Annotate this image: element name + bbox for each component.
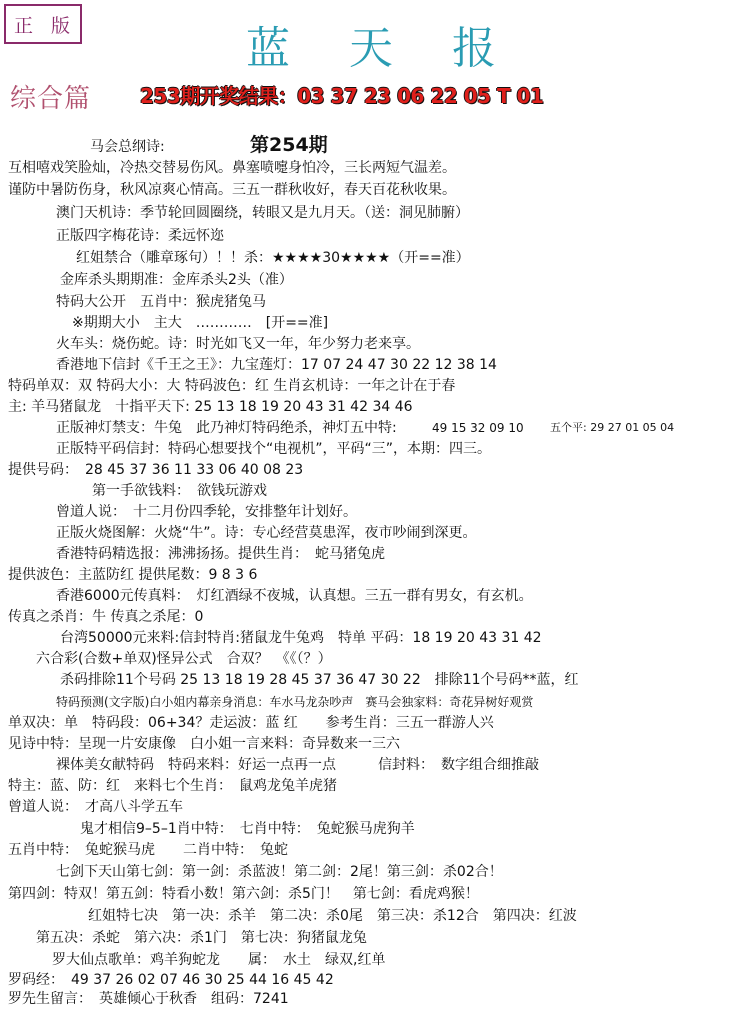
issue-number: 第254期 xyxy=(250,134,328,156)
authentic-badge xyxy=(4,4,82,44)
previous-result: 253期开奖结果：03 37 23 06 22 05 T 01 xyxy=(140,84,544,108)
text-line: 见诗中特：呈现一片安康像 白小姐一言来料：奇异数来一三六 xyxy=(8,736,400,752)
text-line: 香港特码精选报：沸沸扬扬。提供生肖： 蛇马猪兔虎 xyxy=(56,546,385,562)
text-line: 马会总纲诗: xyxy=(90,139,165,155)
text-line: 杀码排除11个号码 25 13 18 19 28 45 37 36 47 30 22 排除11个号码**蓝，红 xyxy=(60,672,579,688)
text-line: 台湾50000元来料:信封特肖:猪鼠龙牛兔鸡 特单 平码：18 19 20 43 31 42 xyxy=(60,630,542,646)
text-line: 六合彩(合数+单双)怪异公式 合双？ 《《（？） xyxy=(36,651,332,667)
text-line: 五个平: 29 27 01 05 04 xyxy=(550,421,675,434)
section-title: 综合篇 xyxy=(10,84,92,114)
text-line: 金库杀头期期准：金库杀头2头（准） xyxy=(60,272,293,288)
text-line: 七剑下天山第七剑：第一剑：杀蓝波！第二剑：2尾！第三剑：杀02合！ xyxy=(56,864,503,880)
masthead-char-3: 报 xyxy=(452,23,496,74)
text-line: 正版特平码信封：特码心想要找个“电视机”，平码“三”，本期：四三。 xyxy=(56,441,492,457)
badge-char-2: 版 xyxy=(50,14,72,37)
text-line: 裸体美女献特码 特码来料：好运一点再一点 信封料： 数字组合细推敲 xyxy=(56,757,539,773)
text-line: 特码大公开 五肖中：猴虎猪兔马 xyxy=(56,294,266,310)
text-line: 红姐禁合（雕章琢句）！！杀：★★★★30★★★★（开==准） xyxy=(76,250,470,266)
text-line: 红姐特七决 第一决：杀羊 第二决：杀0尾 第三决：杀12合 第四决：红波 xyxy=(88,908,577,924)
text-line: 互相嘻戏笑脸灿，冷热交替易伤风。鼻塞喷嚏身怕冷，三长两短气温差。 xyxy=(8,160,456,176)
text-line: 曾道人说： 十二月份四季轮，安排整年计划好。 xyxy=(56,504,357,520)
text-line: 单双决：单 特码段：06+34？走运波：蓝 红 参考生肖：三五一群游人兴 xyxy=(8,715,494,731)
text-line: 第四剑：特双！第五剑：特看小数！第六剑：杀5门！ 第七剑：看虎鸡猴！ xyxy=(8,886,479,902)
text-line: 香港地下信封《千王之王》：九宝莲灯：17 07 24 47 30 22 12 38 14 xyxy=(56,357,497,373)
text-line: 特码单双：双 特码大小：大 特码波色：红 生肖玄机诗：一年之计在于春 xyxy=(8,378,456,394)
text-line: 传真之杀肖：牛 传真之杀尾：0 xyxy=(8,609,204,625)
text-line: 罗大仙点歌单：鸡羊狗蛇龙 属： 水土 绿双,红单 xyxy=(52,952,386,968)
text-line: 罗先生留言： 英雄倾心于秋香 组码：7241 xyxy=(8,991,289,1007)
text-line: 正版四字梅花诗：柔远怀迩 xyxy=(56,228,224,244)
text-line: 提供波色：主蓝防红 提供尾数：9 8 3 6 xyxy=(8,567,258,583)
text-line: 特主：蓝、防：红 来料七个生肖： 鼠鸡龙兔羊虎猪 xyxy=(8,778,337,794)
text-line: 澳门天机诗：季节轮回圆圈绕，转眼又是九月天。（送：洞见肺腑） xyxy=(56,205,469,221)
text-line: 五肖中特： 兔蛇猴马虎 二肖中特： 兔蛇 xyxy=(8,842,288,858)
text-line: 正版火烧图解：火烧“牛”。诗：专心经营莫患浑，夜市吵闹到深更。 xyxy=(56,525,477,541)
text-line: 曾道人说： 才高八斗学五车 xyxy=(8,799,183,815)
text-line: 49 15 32 09 10 xyxy=(432,421,524,435)
text-line: 特码预测(文字版)白小姐内幕亲身消息：车水马龙杂吵声 赛马会独家料：奇花异树好观赏 xyxy=(56,695,534,709)
text-line: 第一手欲钱料： 欲钱玩游戏 xyxy=(92,483,267,499)
text-line: 香港6000元传真料： 灯红酒绿不夜城，认真想。三五一群有男女，有玄机。 xyxy=(56,588,533,604)
text-line: 正版神灯禁支：牛兔 此乃神灯特码绝杀，神灯五中特: xyxy=(56,420,397,436)
masthead-char-1: 蓝 xyxy=(246,23,290,74)
text-line: 提供号码： 28 45 37 36 11 33 06 40 08 23 xyxy=(8,462,304,478)
badge-char-1: 正 xyxy=(14,14,36,37)
masthead-title xyxy=(246,14,496,74)
text-line: 鬼才相信9–5–1肖中特： 七肖中特： 兔蛇猴马虎狗羊 xyxy=(80,821,415,837)
text-line: 谨防中暑防伤身，秋风凉爽心情高。三五一群秋收好，春天百花秋收果。 xyxy=(8,182,456,198)
masthead-char-2: 天 xyxy=(349,23,393,74)
text-line: 主: 羊马猪鼠龙 十指平天下: 25 13 18 19 20 43 31 42 34 46 xyxy=(8,399,413,415)
text-line: 罗码经： 49 37 26 02 07 46 30 25 44 16 45 42 xyxy=(8,972,334,988)
text-line: ※期期大小 主大 ………… [开==准] xyxy=(72,315,329,331)
text-line: 火车头：烧伤蛇。诗：时光如飞又一年，年少努力老来享。 xyxy=(56,336,420,352)
text-line: 第五决：杀蛇 第六决：杀1门 第七决：狗猪鼠龙兔 xyxy=(36,930,367,946)
